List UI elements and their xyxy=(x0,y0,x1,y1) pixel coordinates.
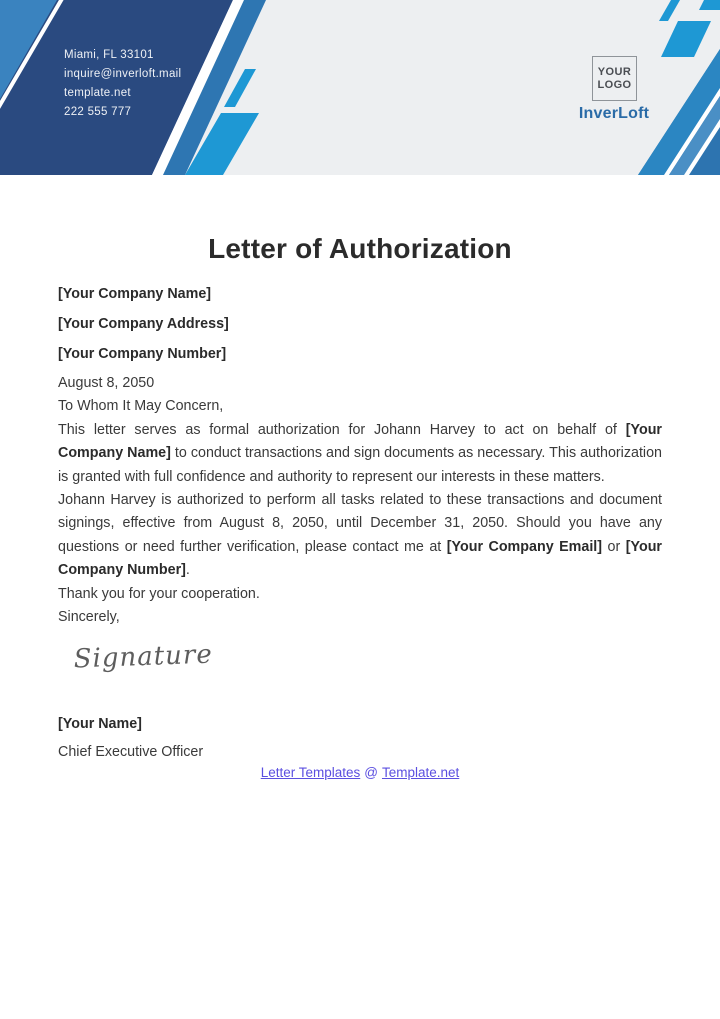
logo-placeholder xyxy=(592,56,637,101)
letterhead-header xyxy=(0,0,720,176)
company-address-placeholder: [Your Company Address] xyxy=(58,316,229,332)
letter-salutation: To Whom It May Concern, xyxy=(58,398,224,415)
company-number-inline-placeholder: [Your Company Number] xyxy=(58,538,662,579)
page-title: Letter of Authorization xyxy=(208,233,512,264)
paragraph-2 xyxy=(58,489,662,583)
letter-content xyxy=(0,176,720,780)
company-placeholders xyxy=(58,282,662,366)
footer-separator: @ xyxy=(364,765,378,781)
letter-templates-link[interactable]: Letter Templates xyxy=(260,765,361,781)
paragraph-1-text: This letter serves as formal authorization for Johann Harvey to act on behalf of xyxy=(58,421,626,438)
template-net-link[interactable]: Template.net xyxy=(381,765,460,781)
brand-name: InverLoft xyxy=(578,105,650,122)
letter-date: August 8, 2050 xyxy=(58,375,155,391)
letter-thanks: Thank you for your cooperation. xyxy=(58,585,260,602)
footer-credit xyxy=(58,765,662,780)
paragraph-1 xyxy=(58,419,662,489)
signature-script: Signature xyxy=(73,640,214,675)
letter-closing: Sincerely, xyxy=(58,609,120,626)
company-name-inline-placeholder: [Your Company Name] xyxy=(58,421,662,462)
company-email-inline-placeholder: [Your Company Email] xyxy=(446,538,603,555)
contact-email: inquire@inverloft.mail xyxy=(64,68,182,80)
company-number-placeholder: [Your Company Number] xyxy=(58,346,227,362)
letter-body xyxy=(58,372,662,629)
paragraph-1-text: to conduct transactions and sign documents as necessary. This authorization is granted with full confidence and authority to represent our interests in these matters. xyxy=(58,445,663,485)
contact-address: Miami, FL 33101 xyxy=(64,49,154,61)
contact-website: template.net xyxy=(64,87,131,99)
paragraph-2-text: Johann Harvey is authorized to perform all tasks related to these transactions and document signings, effective from August 8, 2050, until December 31, 2050. Should you have any questions or need further verification, please contact me at xyxy=(58,492,662,555)
paragraph-2-text: or xyxy=(602,538,626,555)
logo-text-line1: YOUR xyxy=(597,65,632,78)
paragraph-2-text: . xyxy=(185,562,190,579)
signer-role: Chief Executive Officer xyxy=(58,744,204,761)
company-name-placeholder: [Your Company Name] xyxy=(58,286,212,302)
signer-name-placeholder: [Your Name] xyxy=(58,716,142,733)
contact-phone: 222 555 777 xyxy=(64,106,132,118)
logo-text-line2: LOGO xyxy=(597,78,632,91)
contact-info xyxy=(64,46,181,122)
